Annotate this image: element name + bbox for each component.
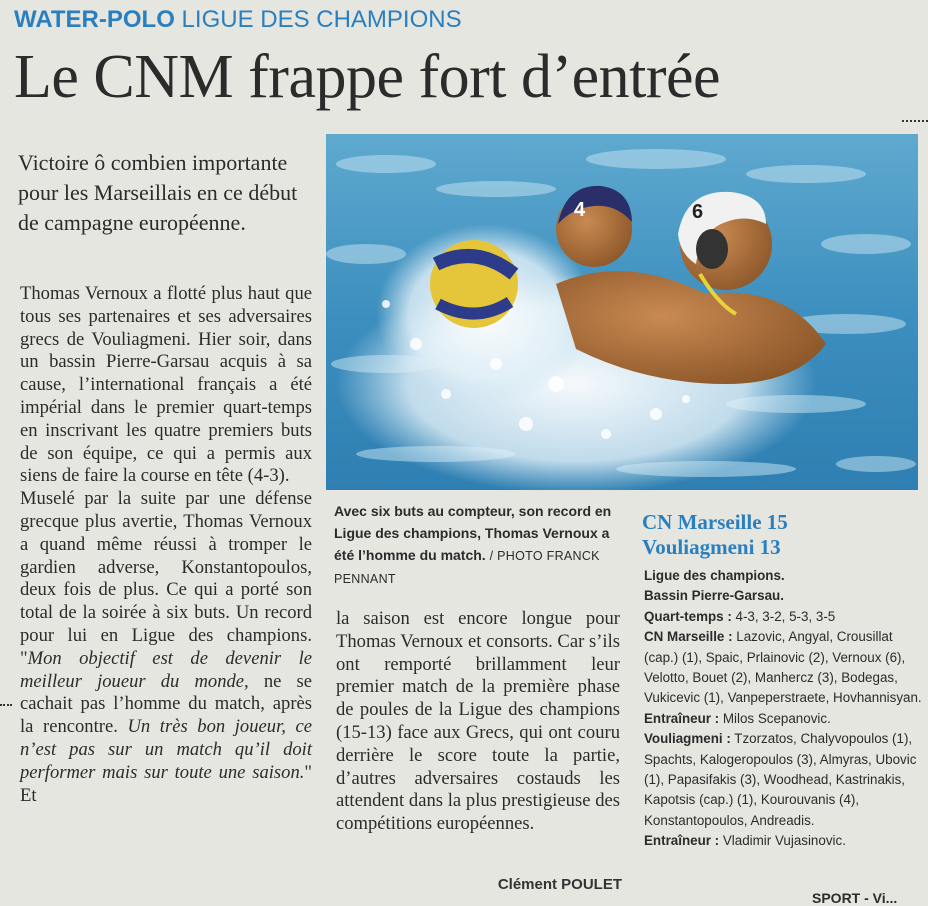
photo-caption <box>334 500 614 590</box>
fact-label: Vouliagmeni : <box>644 731 731 747</box>
kicker-section: LIGUE DES CHAMPIONS <box>181 6 462 33</box>
headline: Le CNM frappe fort d’entrée <box>14 43 721 111</box>
section-kicker <box>14 6 462 34</box>
kicker-sport: WATER-POLO <box>14 6 175 33</box>
fact-away-coach: Vladimir Vujasinovic. <box>719 833 846 849</box>
fact-label: Quart-temps : <box>644 608 732 624</box>
match-score <box>642 510 788 560</box>
quote-text: Mon objectif est de devenir le meilleur joueur du monde, <box>20 647 312 692</box>
score-away: Vouliagmeni 13 <box>642 535 781 559</box>
paragraph-text: ne se cachait pas l’homme du match, après la rencontre. <box>20 670 312 738</box>
caption-text: Avec six buts au compteur, son record en Ligue des champions, Thomas Vernoux a été l’homme du match. <box>334 503 612 563</box>
paragraph-text: Muselé par la suite par une défense grecque plus avertie, Thomas Vernoux a quand même réussi à tromper le gardien adverse, Konstantopoulos, deux fois de plus. Ce qui a porté son total de la soirée à six buts. Un record pour lui en Ligue des champions. " <box>20 488 312 669</box>
page-divider-dots <box>902 120 928 122</box>
article-column-1 <box>20 283 312 807</box>
score-home: CN Marseille 15 <box>642 510 788 534</box>
fact-competition: Ligue des champions. <box>644 568 785 583</box>
fact-home-players: Lazovic, Angyal, Crousillat (cap.) (1), Spaic, Prlainovic (2), Vernoux (6), Velotto, Bouet (2), Manhercz (3), Bodegas, Vukicevic (1), Vanpeperstraete, Hovhannisyan. <box>644 629 922 706</box>
bleed-through-text <box>520 2 900 22</box>
page-divider-dots <box>0 704 12 706</box>
fact-label: Entraîneur : <box>644 833 720 849</box>
fact-away-players: Tzorzatos, Chalyvopoulos (1), Spachts, Kalogeropoulos (3), Almyras, Ubovic (1), Papasifakis (3), Woodhead, Kastrinakis, Kapotsis (cap.) (1), Kourouvanis (4), Konstantopoulos, Andreadis. <box>644 731 917 828</box>
fact-quarters: 4-3, 3-2, 5-3, 3-5 <box>731 608 836 624</box>
cap-number-white: 6 <box>692 201 704 223</box>
fact-venue: Bassin Pierre-Garsau. <box>644 588 784 604</box>
fact-home-coach: Milos Scepanovic. <box>719 710 831 726</box>
article-lede: Victoire ô combien importante pour les Marseillais en ce début de campagne européenne. <box>18 150 298 235</box>
fact-label: Entraîneur : <box>644 710 720 726</box>
article-paragraph <box>20 488 312 807</box>
match-factbox <box>644 566 922 852</box>
photo-credit: / PHOTO FRANCK PENNANT <box>334 549 600 586</box>
footer-section-tab: SPORT - Vi... <box>812 890 898 906</box>
article-paragraph: la saison est encore longue pour Thomas Vernoux et consorts. Car s’ils ont remporté brillamment leur premier match de la première phase de poules de la Ligue des champions (15-13) face aux Grecs, qui ont couru derrière le score toute la partie, d’autres adversaires costauds les attendent dans la plus prestigieuse des compétitions européennes. <box>336 608 620 835</box>
quote-text: Un très bon joueur, ce n’est pas sur un match qu’il doit performer mais sur toute une saison. <box>20 716 312 783</box>
article-column-2 <box>336 608 620 836</box>
article-photo <box>326 134 918 490</box>
paragraph-text: " Et <box>20 761 312 806</box>
article-author: Clément POULET <box>497 876 622 893</box>
cap-number-dark: 4 <box>574 199 586 221</box>
article-paragraph: Thomas Vernoux a flotté plus haut que tous ses partenaires et ses adversaires grecs de Vouliagmeni. Hier soir, dans un bassin Pierre-Garsau acquis à sa cause, l’international français a été impérial dans le premier quart-temps en inscrivant les quatre premiers buts de son équipe, ce qui a permis aux siens de faire la course en tête (4-3). <box>20 283 312 487</box>
fact-label: CN Marseille : <box>644 629 733 645</box>
